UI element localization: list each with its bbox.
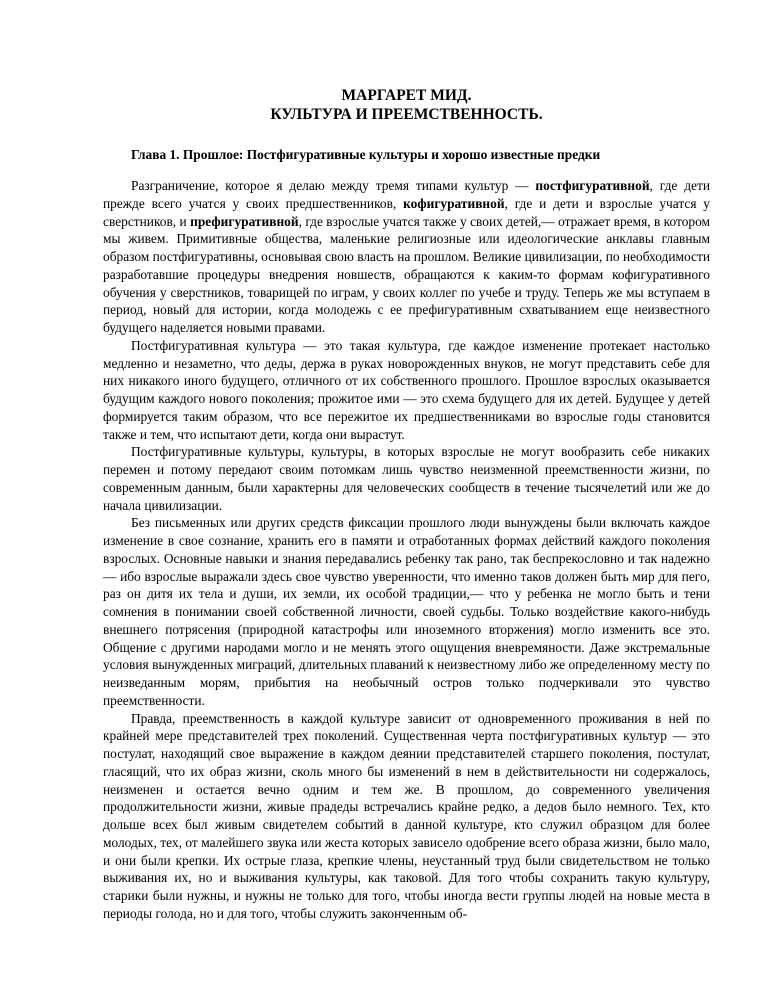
paragraph-4: Без письменных или других средств фиксации прошлого люди вынуждены были включать каждое изменение в свое сознание, хранить его в памяти и отработанных формах действий каждого поколения взрослых. Основные навыки и знания передавались ребенку так рано, так беспрекословно и так надежно — ибо взрослые выражали здесь свое чувство уверенности, что именно таков должен быть мир для пего, раз он дитя их тела и души, их земли, их особой традиции,— что у ребенка не могло быть и тени сомнения в понимании своей собственной личности, своей судьбы. Только воздействие какого-нибудь внешнего потрясения (природной катастрофы или иноземного вторжения) могло изменить все это. Общение с другими народами могло и не менять этого ощущения вневремяности. Даже экстремальные условия вынужденных миграций, длительных плаваний к неизвестному либо же определенному месту по неизведанным морям, прибытия на необычный остров только подчеркивали это чувство преемственности. [103,515,710,708]
term-prefigurative: префигуративной [190,213,299,229]
paragraph-5: Правда, преемственность в каждой культуре зависит от одновременного проживания в ней по крайней мере представителей трех поколений. Существенная черта постфигуративных культур — это постулат, находящий свое выражение в каждом деянии представителей старшего поколения, постулат, гласящий, что их образ жизни, сколь много бы изменений в нем в действительности ни содержалось, неизменен и остается вечно одним и тем же. В прошлом, до современного увеличения продолжительности жизни, живые прадеды встречались крайне редко, а дедов было немного. Тех, кто дольше всех был живым свидетелем событий в данной культуре, кто служил образцом для более молодых, тех, от малейшего звука или жеста которых зависело одобрение всего образа жизни, было мало, и они были крепки. Их острые глаза, крепкие члены, неустанный труд были свидетельством не только выживания их, но и выживания культуры, как таковой. Для того чтобы сохранить такую культуру, старики были нужны, и нужны не только для того, чтобы иногда вести группы людей на новые места в периоды голода, но и для того, чтобы служить законченным об- [103,710,710,921]
chapter-heading: Глава 1. Прошлое: Постфигуративные культуры и хорошо известные предки [131,147,601,162]
paragraph-1-text-a: Разграничение, которое я делаю между тремя типами культур — [131,178,536,193]
document-title [103,86,710,124]
paragraph-1-text-b: , где дети прежде всего учатся у своих предшественников, [103,178,710,211]
paragraph-1-text-c: , где и дети и взрослые учатся у сверстников, и [103,195,710,229]
title-work: КУЛЬТУРА И ПРЕЕМСТВЕННОСТЬ. [270,106,543,123]
paragraph-1-text-d: , где взрослые учатся также у своих детей,— отражает время, в котором мы живем. Примитивные общества, маленькие религиозные или идеологические анклавы главным образом постфигуративны, основывая свою власть на прошлом. Великие цивилизации, по необходимости разработавшие процедуры внедрения новшеств, обращаются к каким-то формам кофигуративного обучения у сверстников, товарищей по играм, у своих коллег по учебе и труду. Теперь же мы вступаем в период, новый для истории, когда молодежь с ее префигуративным схватыванием еще неизвестного будущего наделяется новыми правами. [103,213,711,335]
title-author: МАРГАРЕТ МИД. [341,87,472,104]
paragraph-3: Постфигуративные культуры, культуры, в которых взрослые не могут вообразить себе никаких перемен и потому передают своим потомкам лишь чувство неизменной преемственности жизни, по современным данным, были характерны для человеческих сообществ в течение тысячелетий или же до начала цивилизации. [103,444,710,513]
paragraph-2: Постфигуративная культура — это такая культура, где каждое изменение протекает настолько медленно и незаметно, что деды, держа в руках новорожденных внуков, не могут представить себе для них никакого иного будущего, отличного от их собственного прошлого. Прошлое взрослых оказывается будущим каждого нового поколения; прожитое ими — это схема будущего для их детей. Будущее у детей формируется таким образом, что все пережитое их предшественниками во взрослые годы становится также и тем, что испытают дети, когда они вырастут. [103,337,710,442]
term-cofigurative: кофигуративной [403,195,505,211]
paragraph-1 [103,177,710,337]
term-postfigurative: постфигуративной [535,178,650,193]
